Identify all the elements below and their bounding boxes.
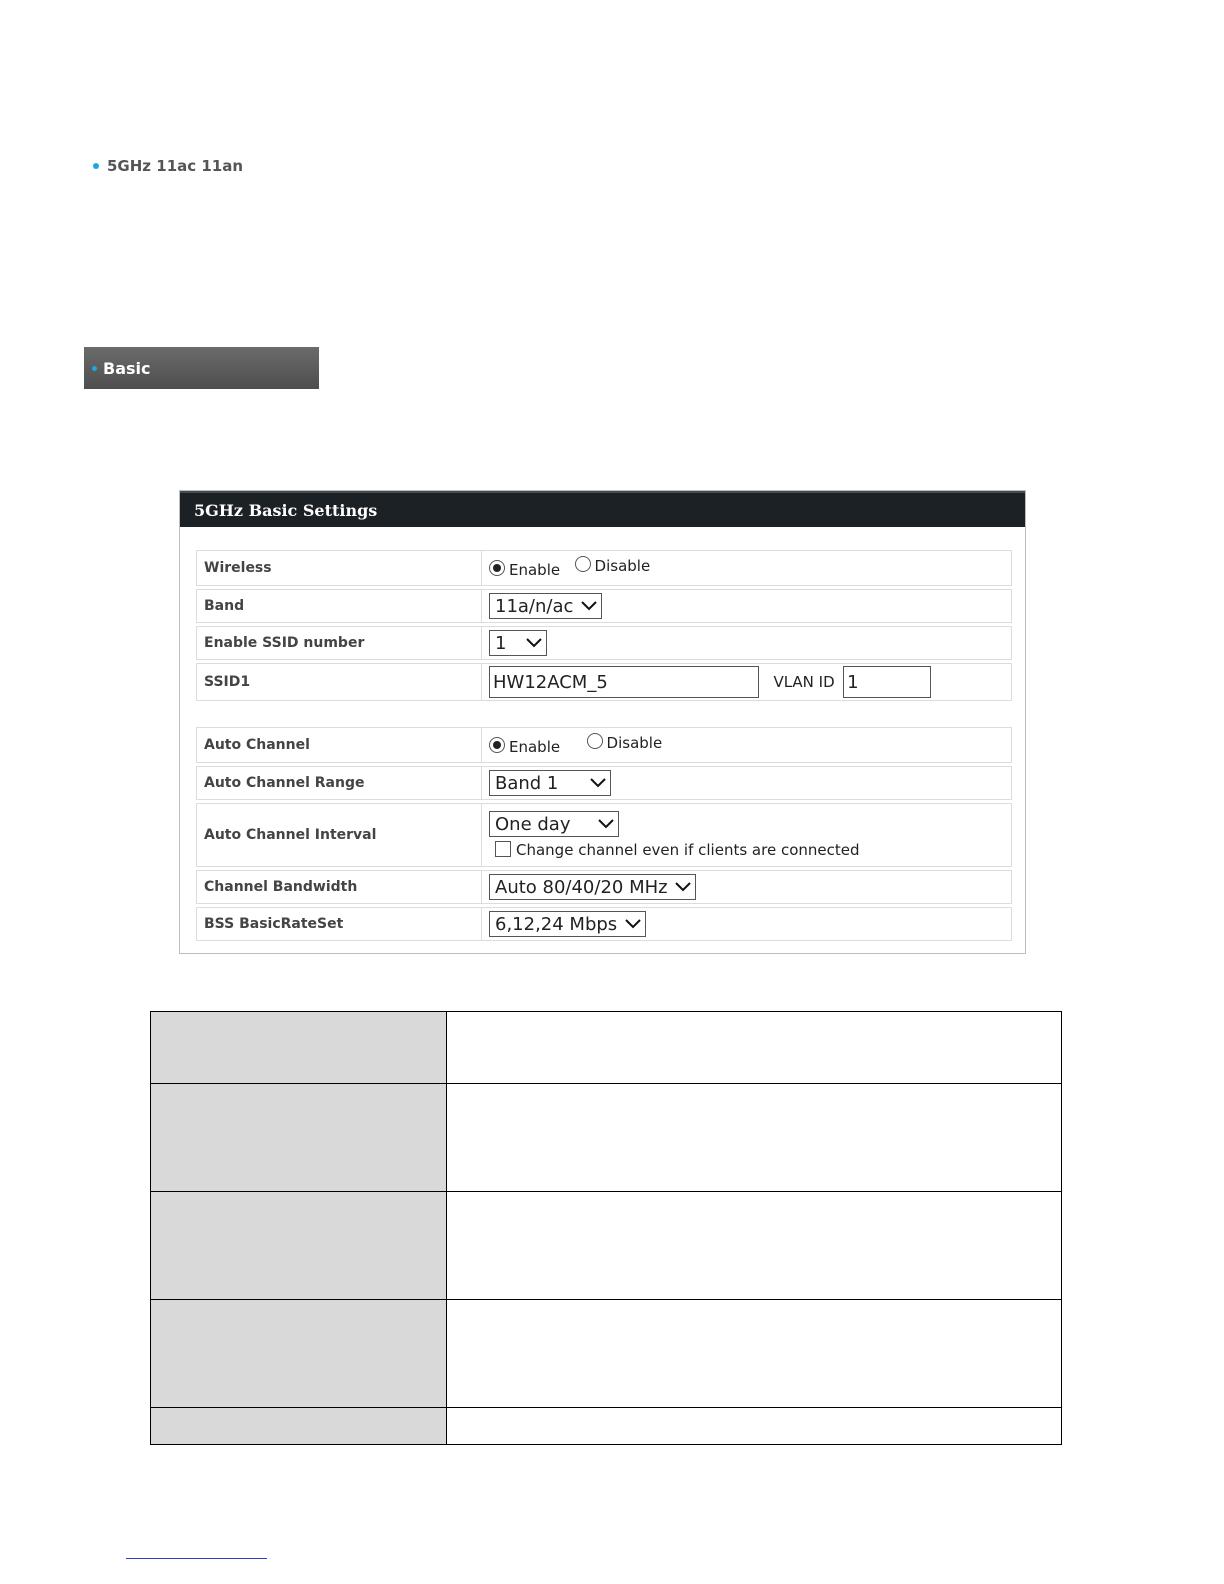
band-label: Band bbox=[196, 589, 482, 623]
vlan-id-label: VLAN ID bbox=[773, 673, 835, 691]
chevron-down-icon bbox=[625, 919, 641, 929]
change-channel-checkbox-label: Change channel even if clients are connected bbox=[516, 841, 860, 859]
radio-unselected-icon bbox=[587, 733, 603, 749]
chevron-down-icon bbox=[581, 601, 597, 611]
bullet-icon bbox=[92, 366, 97, 371]
table-row bbox=[151, 1300, 1062, 1408]
ssid1-input[interactable]: HW12ACM_5 bbox=[489, 666, 759, 698]
channel-bandwidth-row bbox=[196, 870, 1012, 904]
auto-channel-interval-label: Auto Channel Interval bbox=[196, 803, 482, 867]
table-row bbox=[151, 1084, 1062, 1192]
channel-bandwidth-label: Channel Bandwidth bbox=[196, 870, 482, 904]
wireless-row bbox=[196, 550, 1012, 586]
channel-bandwidth-select[interactable]: Auto 80/40/20 MHz bbox=[489, 874, 696, 900]
bss-basic-rate-label: BSS BasicRateSet bbox=[196, 907, 482, 941]
chevron-down-icon bbox=[526, 638, 542, 648]
bss-basic-rate-row bbox=[196, 907, 1012, 941]
wireless-disable-radio[interactable]: Disable bbox=[575, 557, 651, 575]
band-row bbox=[196, 589, 1012, 623]
ssid1-row bbox=[196, 663, 1012, 701]
breadcrumb-label: 5GHz 11ac 11an bbox=[107, 157, 244, 175]
basic-tab[interactable] bbox=[84, 347, 319, 389]
wireless-label: Wireless bbox=[196, 550, 482, 586]
ssid-count-label: Enable SSID number bbox=[196, 626, 482, 660]
breadcrumb bbox=[93, 157, 243, 175]
table-row bbox=[151, 1192, 1062, 1300]
change-channel-option bbox=[489, 841, 1011, 859]
basic-tab-label: Basic bbox=[103, 358, 151, 378]
vlan-id-input[interactable]: 1 bbox=[843, 666, 931, 698]
radio-selected-icon bbox=[489, 560, 505, 576]
change-channel-checkbox[interactable] bbox=[495, 841, 511, 857]
channel-settings-table bbox=[196, 724, 1012, 944]
footer-rule bbox=[126, 1558, 267, 1559]
ssid1-label: SSID1 bbox=[196, 663, 482, 701]
auto-channel-range-row bbox=[196, 766, 1012, 800]
radio-selected-icon bbox=[489, 737, 505, 753]
chevron-down-icon bbox=[590, 778, 606, 788]
auto-channel-enable-radio[interactable]: Enable bbox=[489, 738, 560, 756]
bullet-icon bbox=[93, 163, 99, 169]
ssid-count-select[interactable]: 1 bbox=[489, 630, 547, 656]
auto-channel-row bbox=[196, 727, 1012, 763]
table-row bbox=[151, 1012, 1062, 1084]
table-row bbox=[151, 1408, 1062, 1445]
chevron-down-icon bbox=[598, 819, 614, 829]
auto-channel-interval-select[interactable]: One day bbox=[489, 811, 619, 837]
auto-channel-disable-radio[interactable]: Disable bbox=[587, 734, 663, 752]
chevron-down-icon bbox=[675, 882, 691, 892]
ssid-count-row bbox=[196, 626, 1012, 660]
auto-channel-label: Auto Channel bbox=[196, 727, 482, 763]
description-table bbox=[150, 1011, 1062, 1445]
radio-unselected-icon bbox=[575, 556, 591, 572]
panel-title: 5GHz Basic Settings bbox=[180, 491, 1025, 527]
bss-basic-rate-select[interactable]: 6,12,24 Mbps bbox=[489, 911, 646, 937]
basic-settings-panel bbox=[179, 490, 1026, 954]
wireless-settings-table bbox=[196, 547, 1012, 704]
band-select[interactable]: 11a/n/ac bbox=[489, 593, 602, 619]
auto-channel-range-label: Auto Channel Range bbox=[196, 766, 482, 800]
auto-channel-range-select[interactable]: Band 1 bbox=[489, 770, 611, 796]
wireless-enable-radio[interactable]: Enable bbox=[489, 561, 560, 579]
auto-channel-interval-row bbox=[196, 803, 1012, 867]
